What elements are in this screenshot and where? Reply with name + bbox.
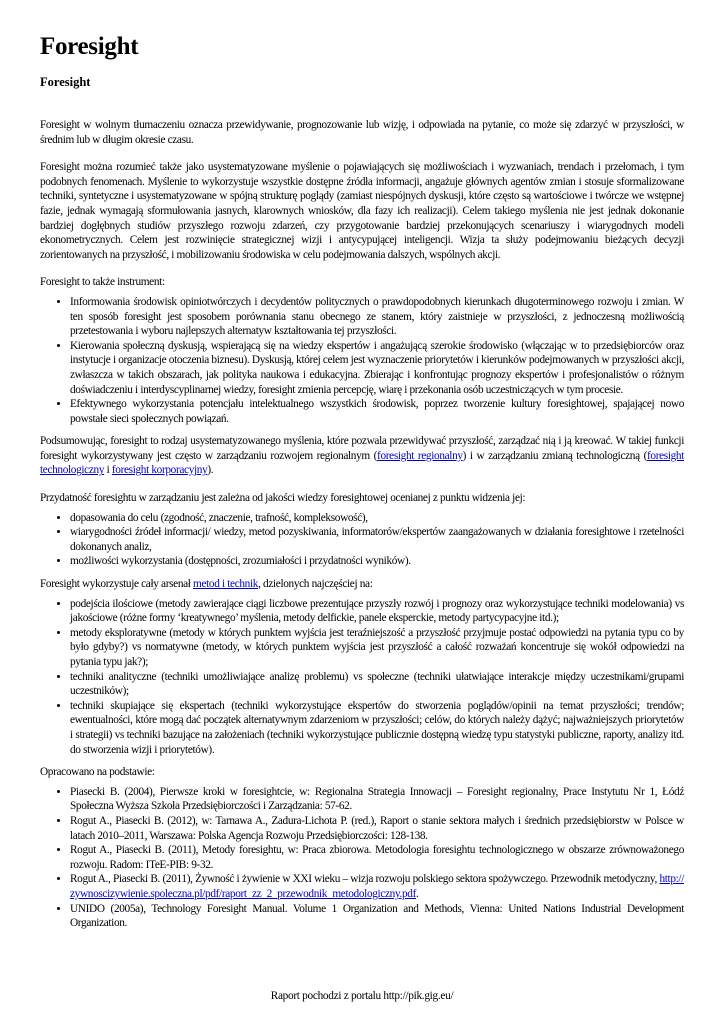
list-item: • możliwości wykorzystania (dostępności, zrozumiałości i przydatności wyników). bbox=[70, 554, 684, 569]
list-item: • Efektywnego wykorzystania potencjału intelektualnego wszystkich środowisk, poprzez tworzenie kultury foresightowej, spajającej nowo powstałe sieci społecznych powiązań. bbox=[70, 397, 684, 426]
reference-item: • Rogut A., Piasecki B. (2011), Żywność i żywienie w XXI wieku – wizja rozwoju polskiego sektora spożywczego. Przewodnik metodyczny, http://zywnoscizywienie.spoleczna.pl/pdf/raport_zz_2_przewodnik_metodologiczny.pdf. bbox=[70, 872, 684, 901]
list-item: • techniki analityczne (techniki umożliwiające analizę problemu) vs społeczne (techniki ułatwiające interakcje między uczestnikami/grupami uczestników); bbox=[70, 670, 684, 699]
paragraph-summary: Podsumowując, foresight to rodzaj usystematyzowanego myślenia, które pozwala przewidywać przyszłość, zarządzać nią i ją kreować. W takiej funkcji foresight wykorzystywany jest często w zarządzaniu rozwojem regionalnym (foresight regionalny) i w zarządzaniu zmianą technologiczną (foresight technologiczny i foresight korporacyjny). bbox=[40, 435, 684, 477]
methods-list bbox=[40, 597, 684, 758]
paragraph-sources-intro: Opracowano na podstawie: bbox=[40, 766, 155, 779]
reference-item: • Rogut A., Piasecki B. (2011), Metody foresightu, w: Praca zbiorowa. Metodologia foresightu technologicznego w obszarze zrównoważonego rozwoju. Radom: ITeE-PIB: 9-32. bbox=[70, 843, 684, 872]
document-body bbox=[40, 32, 684, 931]
paragraph-systematic-thinking: Foresight można rozumieć także jako usystematyzowane myślenie o pojawiających się możliwościach i wyzwaniach, trendach i przełomach, i tym podobnych fenomenach. Myślenie to wykorzystuje wszystkie dostępne źródła informacji, angażuje głównych agentów zmian i stosuje sformalizowane techniki, syntetyczne i usystematyzowane w spójną strukturę poglądy (zamiast niespójnych dyskusji, które często są wartościowe i twórcze we wstępnej fazie, jednak wymagają sformułowania jasnych, klarownych wniosków, dla fazy ich realizacji). Celem takiego myślenia nie jest jednak dokonanie bardziej dogłębnych studiów przyszłego rozwoju zdarzeń, czy przygotowanie bardziej przekonujących scenariuszy i wiarygodnych modeli ekonometrycznych. Celem jest rozwinięcie strategicznej wizji i antycypującej inteligencji. Wizja ta służy podejmowaniu bieżących decyzji zorientowanych na przyszłość, i mobilizowaniu środowiska w celu podejmowania dalszych, wspólnych akcji. bbox=[40, 161, 684, 261]
list-item: • Informowania środowisk opiniotwórczych i decydentów politycznych o prawdopodobnych kierunkach długoterminowego rozwoju i zmian. W ten sposób foresight jest sposobem porównania stanu obecnego ze stanem, który zaistnieje w przyszłości, z jednoczesną możliwością przetestowania i wyboru najlepszych alternatyw kształtowania tej przyszłości. bbox=[70, 295, 684, 339]
reference-item: • Piasecki B. (2004), Pierwsze kroki w foresightcie, w: Regionalna Strategia Innowacji – Foresight regionalny, Prace Instytutu Nr 1, Łódź Społeczna Wyższa Szkoła Przedsiębiorczości i Zarządzania: 57-62. bbox=[70, 785, 684, 814]
reference-item: • Rogut A., Piasecki B. (2012), w: Tarnawa A., Zadura-Lichota P. (red.), Raport o stanie sektora małych i średnich przedsiębiorstw w Polsce w latach 2010–2011, Warszawa: Polska Agencja Rozwoju Przedsiębiorczości: 128-138. bbox=[70, 814, 684, 843]
quality-criteria-list bbox=[40, 511, 684, 569]
instrument-list bbox=[40, 295, 684, 426]
link-reference-pdf[interactable]: http://zywnoscizywienie.spoleczna.pl/pdf/raport_zz_2_przewodnik_metodologiczny.pdf bbox=[70, 873, 684, 900]
paragraph-usefulness: Przydatność foresightu w zarządzaniu jest zależna od jakości wiedzy foresightowej ocenianej z punktu widzenia jej: bbox=[40, 492, 526, 505]
list-item: • podejścia ilościowe (metody zawierające ciągi liczbowe prezentujące przyszły rozwój i prognozy oraz wykorzystujące techniki modelowania) vs jakościowe (różne formy ‘kreatywnego’ myślenia, metody delfickie, panele eksperckie, metody partycypacyjne itd.); bbox=[70, 597, 684, 626]
references-list bbox=[40, 785, 684, 931]
page-footer: Raport pochodzi z portalu http://pik.gig.eu/ bbox=[270, 990, 454, 1002]
page-title: Foresight bbox=[40, 33, 139, 60]
list-item: • Kierowania społeczną dyskusją, wspierającą się na wiedzy ekspertów i angażującą szerokie środowisko (włączając w to przedsiębiorców oraz instytucje i organizacje otoczenia biznesu). Dyskusją, której celem jest wyznaczenie priorytetów i kierunków podejmowanych w przyszłości akcji, zwłaszcza w takich obszarach, jak polityka naukowa i edukacyjna. Zbierając i konfrontując prognozy ekspertów i profesjonalistów o różnym doświadczeniu i interdyscyplinarnej wiedzy, foresight zmienia percepcję, wiarę i przekonania osób uczestniczących w tym procesie. bbox=[70, 339, 684, 397]
link-methods-techniques[interactable]: metod i technik bbox=[193, 578, 259, 591]
list-item: • dopasowania do celu (zgodność, znaczenie, trafność, kompleksowość), bbox=[70, 511, 684, 526]
list-item: • wiarygodności źródeł informacji/ wiedzy, metod pozyskiwania, informatorów/ekspertów zaangażowanych w działania foresightowe i rzetelności dokonanych analiz, bbox=[70, 525, 684, 554]
link-foresight-technological[interactable]: foresight technologiczny bbox=[40, 449, 684, 477]
list-item: • metody eksploratywne (metody w których punktem wyjścia jest teraźniejszość a przyszłość przyjmuje postać odpowiedzi na pytania typu co by było gdyby?) vs normatywne (metody, w których punktem wyjścia jest przyszłość a całość rozważań koncentruje się wokół odpowiedzi na pytania typu jak?); bbox=[70, 626, 684, 670]
list-item: • techniki skupiające się ekspertach (techniki wykorzystujące ekspertów do stworzenia poglądów/opinii na temat przyszłości; trendów; ewentualności, które mogą dać początek alternatywnym zdarzeniom w przyszłości; celów, do których należy dążyć; najważniejszych priorytetów i strategii) vs techniki bazujące na założeniach (techniki wykorzystujące publicznie dostępną wiedzę typu statystyki publiczne, raporty, analizy itd. do stworzenia wizji i priorytetów). bbox=[70, 699, 684, 757]
reference-item: • UNIDO (2005a), Technology Foresight Manual. Volume 1 Organization and Methods, Vienna: United Nations Industrial Development Organization. bbox=[70, 902, 684, 931]
paragraph-definition: Foresight w wolnym tłumaczeniu oznacza przewidywanie, prognozowanie lub wizję, i odpowiada na pytanie, co może się zdarzyć w przyszłości, w średnim lub w długim okresie czasu. bbox=[40, 119, 684, 146]
paragraph-methods: Foresight wykorzystuje cały arsenał metod i technik, dzielonych najczęściej na: bbox=[40, 578, 373, 591]
link-foresight-corporate[interactable]: foresight korporacyjny bbox=[111, 464, 208, 477]
paragraph-instrument-intro: Foresight to także instrument: bbox=[40, 276, 165, 289]
link-foresight-regional[interactable]: foresight regionalny bbox=[377, 449, 463, 462]
page-subtitle: Foresight bbox=[40, 75, 91, 89]
